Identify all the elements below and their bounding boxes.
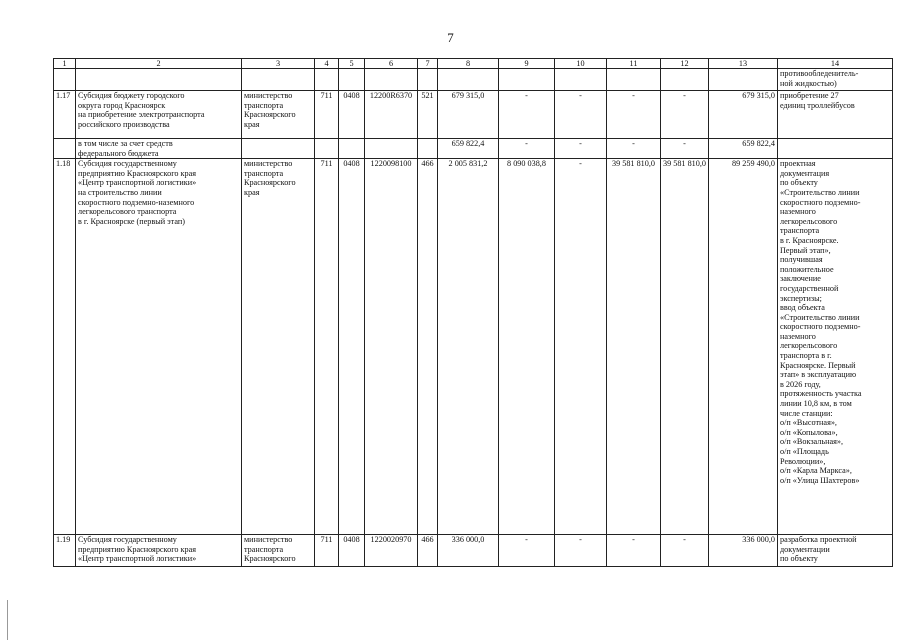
amount-col-12: 39 581 810,0 bbox=[661, 159, 709, 535]
header-cell: 6 bbox=[365, 59, 418, 69]
expense-type-code: 466 bbox=[418, 159, 438, 535]
header-cell: 5 bbox=[339, 59, 365, 69]
grbs-code: 711 bbox=[315, 535, 339, 567]
header-cell: 10 bbox=[555, 59, 607, 69]
target-code: 1220020970 bbox=[365, 535, 418, 567]
amount-col-12: - bbox=[661, 91, 709, 139]
amount-total: 679 315,0 bbox=[709, 91, 778, 139]
section-code: 0408 bbox=[339, 91, 365, 139]
section-code: 0408 bbox=[339, 159, 365, 535]
ministry-cell: министерство транспорта Красноярского края bbox=[242, 91, 315, 139]
expense-name: Субсидия бюджету городского округа город Красноярск на приобретение электротранспорта российского производства bbox=[76, 91, 242, 139]
table-row-1-17 bbox=[54, 91, 893, 139]
table-row-1-18 bbox=[54, 159, 893, 535]
expense-name: Субсидия государственному предприятию Красноярского края «Центр транспортной логистики» bbox=[76, 535, 242, 567]
amount-col-9: - bbox=[499, 139, 555, 159]
amount-total: 336 000,0 bbox=[709, 535, 778, 567]
amount-col-11: - bbox=[607, 91, 661, 139]
ministry-cell: министерство транспорта Красноярского bbox=[242, 535, 315, 567]
expense-type-code: 466 bbox=[418, 535, 438, 567]
result-cell: приобретение 27 единиц троллейбусов bbox=[778, 91, 893, 139]
target-code: 1220098100 bbox=[365, 159, 418, 535]
header-cell: 7 bbox=[418, 59, 438, 69]
header-cell: 1 bbox=[54, 59, 76, 69]
amount-col-11: 39 581 810,0 bbox=[607, 159, 661, 535]
continuation-row bbox=[54, 69, 893, 91]
header-cell: 2 bbox=[76, 59, 242, 69]
scan-margin-line bbox=[7, 600, 8, 640]
table-row-1-19 bbox=[54, 535, 893, 567]
header-cell: 14 bbox=[778, 59, 893, 69]
amount-total: 89 259 490,0 bbox=[709, 159, 778, 535]
page-number: 7 bbox=[447, 30, 454, 45]
amount-col-9: - bbox=[499, 535, 555, 567]
amount-col-8: 2 005 831,2 bbox=[438, 159, 499, 535]
result-cell: проектная документация по объекту «Строительство линии скоростного подземно- наземного легкорельсового транспорта в г. Красноярске. Первый этап», получившая положительное заключение государственной экспертизы; ввод объекта «Строительство линии скоростного подземно- наземного легкорельсового транспорта в г. Красноярске. Первый этап» в эксплуатацию в 2026 году, протяженность участка линии 10,8 км, в том числе станции: о/п «Высотная», о/п «Копылова», о/п «Вокзальная», о/п «Площадь Революции», о/п «Карла Маркса», о/п «Улица Шахтеров» bbox=[778, 159, 893, 535]
section-code: 0408 bbox=[339, 535, 365, 567]
amount-col-11: - bbox=[607, 535, 661, 567]
header-cell: 11 bbox=[607, 59, 661, 69]
header-cell: 13 bbox=[709, 59, 778, 69]
amount-col-8: 679 315,0 bbox=[438, 91, 499, 139]
target-code: 12200R6370 bbox=[365, 91, 418, 139]
header-cell: 8 bbox=[438, 59, 499, 69]
header-row bbox=[54, 59, 893, 69]
amount-col-8: 659 822,4 bbox=[438, 139, 499, 159]
amount-col-10: - bbox=[555, 91, 607, 139]
amount-col-10: - bbox=[555, 159, 607, 535]
grbs-code: 711 bbox=[315, 91, 339, 139]
header-cell: 12 bbox=[661, 59, 709, 69]
amount-col-11: - bbox=[607, 139, 661, 159]
header-cell: 9 bbox=[499, 59, 555, 69]
expense-type-code: 521 bbox=[418, 91, 438, 139]
result-cell: противообледенитель- ной жидкостью) bbox=[778, 69, 893, 91]
grbs-code: 711 bbox=[315, 159, 339, 535]
amount-col-9: - bbox=[499, 91, 555, 139]
amount-col-9: 8 090 038,8 bbox=[499, 159, 555, 535]
amount-col-10: - bbox=[555, 139, 607, 159]
amount-col-8: 336 000,0 bbox=[438, 535, 499, 567]
amount-col-12: - bbox=[661, 139, 709, 159]
ministry-cell: министерство транспорта Красноярского края bbox=[242, 159, 315, 535]
expense-name: в том числе за счет средств федерального бюджета bbox=[76, 139, 242, 159]
row-number: 1.18 bbox=[54, 159, 76, 535]
amount-col-12: - bbox=[661, 535, 709, 567]
result-cell: разработка проектной документации по объекту bbox=[778, 535, 893, 567]
expense-name: Субсидия государственному предприятию Красноярского края «Центр транспортной логистики» на строительство линии скоростного подземно-наземного легкорельсового транспорта в г. Красноярске (первый этап) bbox=[76, 159, 242, 535]
amount-total: 659 822,4 bbox=[709, 139, 778, 159]
header-cell: 3 bbox=[242, 59, 315, 69]
row-number: 1.17 bbox=[54, 91, 76, 139]
table-row-1-17-federal bbox=[54, 139, 893, 159]
row-number: 1.19 bbox=[54, 535, 76, 567]
amount-col-10: - bbox=[555, 535, 607, 567]
budget-table bbox=[53, 58, 893, 567]
header-cell: 4 bbox=[315, 59, 339, 69]
